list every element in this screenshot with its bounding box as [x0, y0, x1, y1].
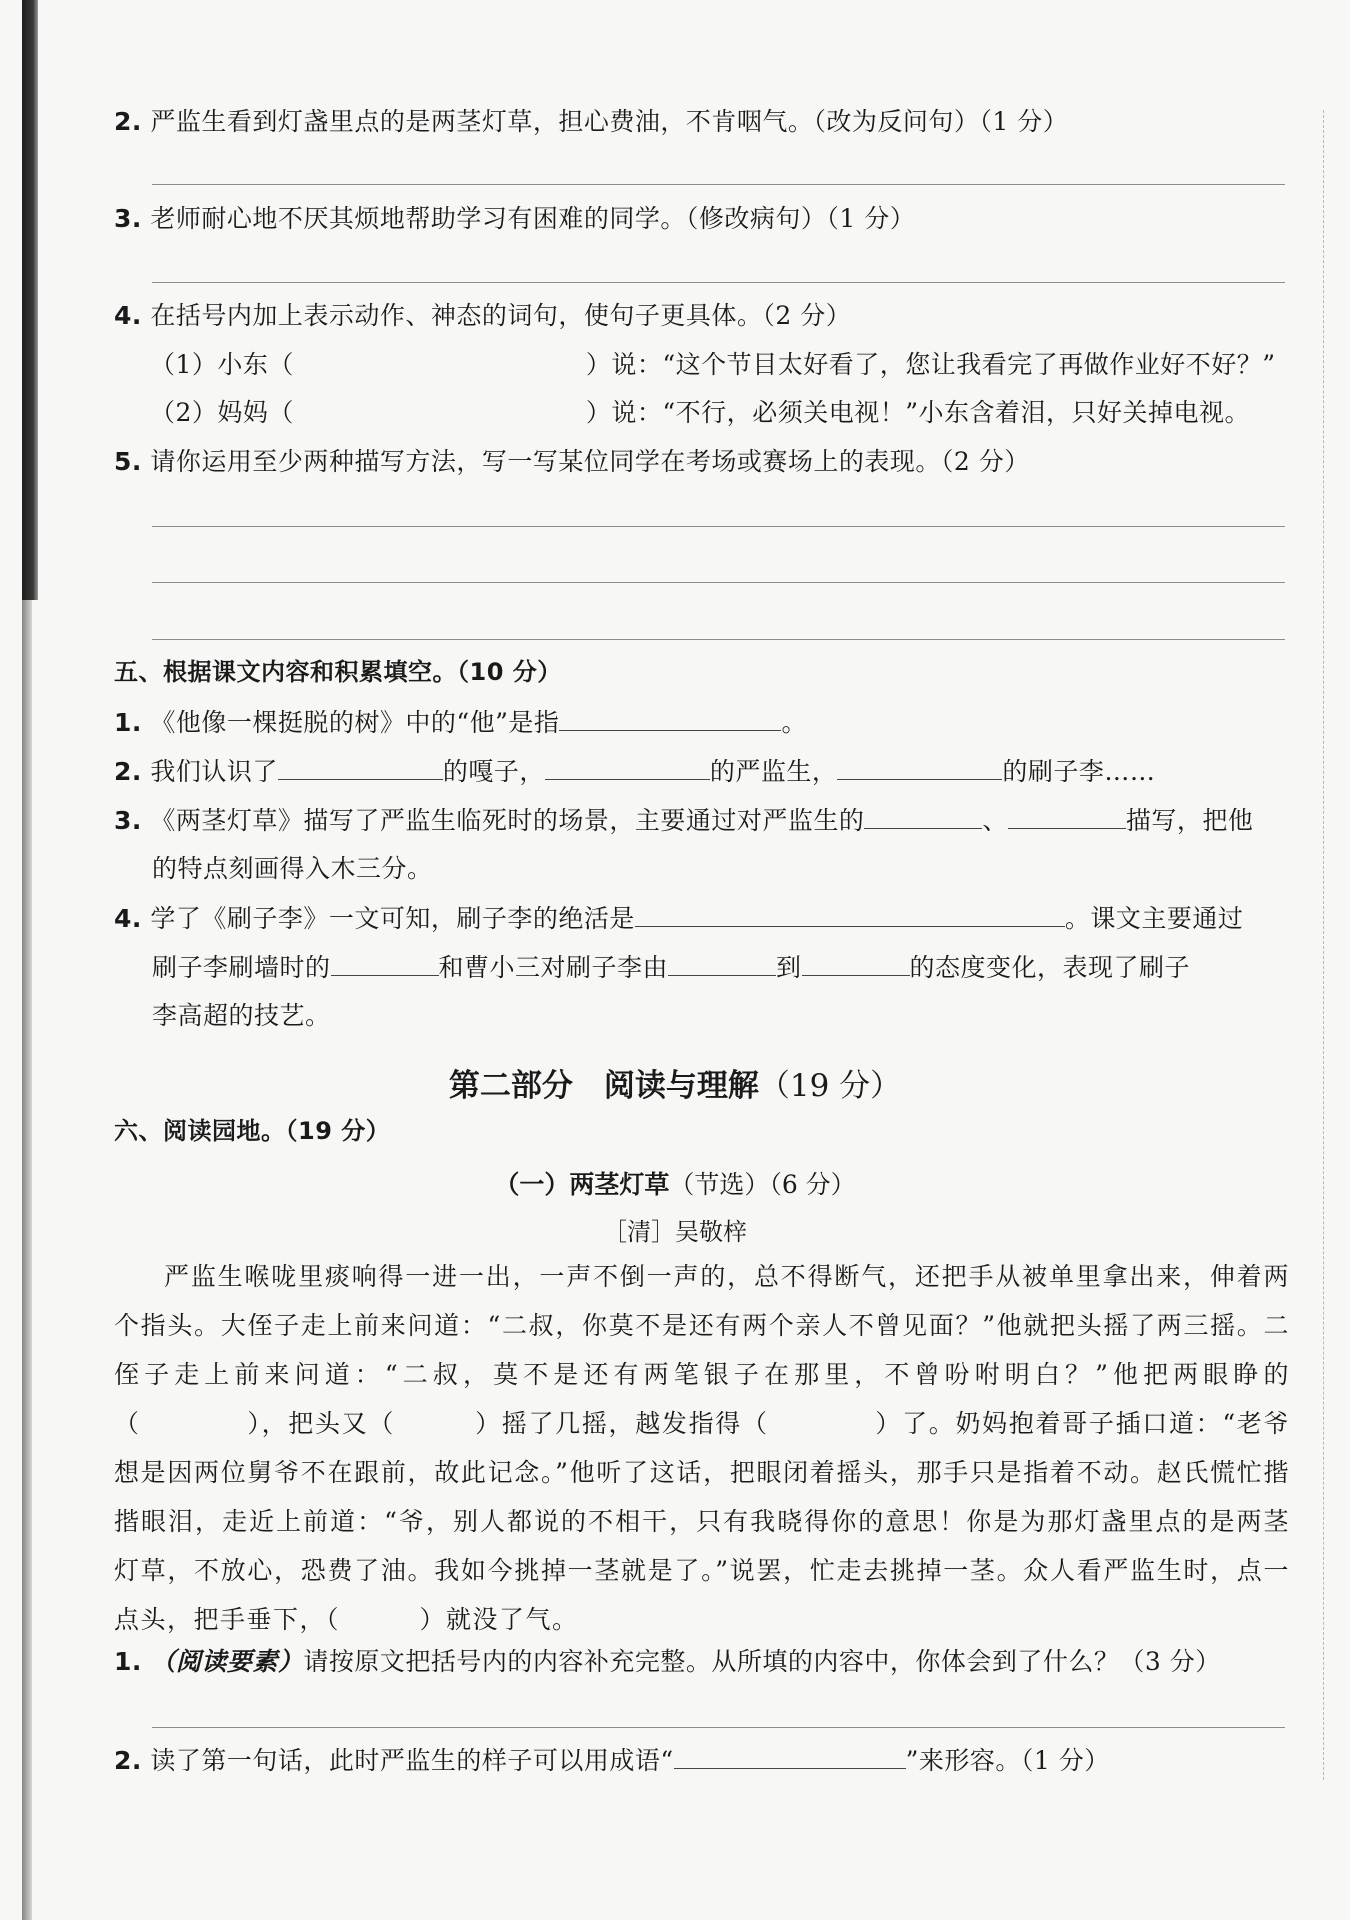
question-3-text: 老师耐心地不厌其烦地帮助学习有困难的同学。（修改病句）（1 分）: [150, 204, 916, 233]
binding-shadow: [22, 600, 32, 1920]
answer-line[interactable]: [152, 639, 1285, 640]
question-2-text: 严监生看到灯盏里点的是两茎灯草，担心费油，不肯咽气。（改为反问句）（1 分）: [150, 107, 1069, 136]
answer-line[interactable]: [152, 1727, 1285, 1728]
answer-line[interactable]: [152, 282, 1285, 283]
reading-tag: （阅读要素）: [150, 1647, 304, 1676]
answer-line[interactable]: [152, 582, 1285, 583]
question-2: 2. 严监生看到灯盏里点的是两茎灯草，担心费油，不肯咽气。（改为反问句）（1 分）: [114, 107, 1069, 136]
fill-blank[interactable]: [802, 951, 910, 976]
reading-question-2: 2. 读了第一句话，此时严监生的样子可以用成语“ ”来形容。（1 分）: [114, 1746, 1110, 1775]
fill-blank[interactable]: [1008, 804, 1126, 829]
passage-author: ［清］吴敬梓: [603, 1218, 747, 1246]
margin-cut-line: [1323, 110, 1324, 1780]
question-5: 5. 请你运用至少两种描写方法，写一写某位同学在考场或赛场上的表现。（2 分）: [114, 447, 1030, 476]
s5-question-4: 4. 学了《刷子李》一文可知，刷子李的绝活是 。课文主要通过: [114, 904, 1244, 933]
answer-line[interactable]: [152, 526, 1285, 527]
passage-title: （一）两茎灯草（节选）（6 分）: [494, 1170, 856, 1199]
question-5-text: 请你运用至少两种描写方法，写一写某位同学在考场或赛场上的表现。（2 分）: [150, 447, 1030, 476]
q4-sub-2: （2）妈妈（ ）说：“不行，必须关电视！”小东含着泪，只好关掉电视。: [150, 398, 1250, 427]
fill-blank[interactable]: [674, 1744, 906, 1769]
fill-blank[interactable]: [278, 755, 443, 780]
passage-text: 严监生喉咙里痰响得一进一出，一声不倒一声的，总不得断气，还把手从被单里拿出来，伸着两个指头。大侄子走上前来问道：“二叔，你莫不是还有两个亲人不曾见面？”他就把头摇了两三摇。二侄子走上前来问道：“二叔，莫不是还有两笔银子在那里，不曾吩咐明白？”他把两眼睁的（ ），把头又（ ）摇了几摇，越发指得（ ）了。奶妈抱着哥子插口道：“老爷想是因两位舅爷不在跟前，故此记念。”他听了这话，把眼闭着摇头，那手只是指着不动。赵氏慌忙揩揩眼泪，走近上前道：“爷，别人都说的不相干，只有我晓得你的意思！你是为那灯盏里点的是两茎灯草，不放心，恐费了油。我如今挑掉一茎就是了。”说罢，忙走去挑掉一茎。众人看严监生时，点一点头，把手垂下，（ ）就没了气。: [114, 1262, 1290, 1634]
fill-blank[interactable]: [545, 755, 710, 780]
s5-question-1: 1. 《他像一棵挺脱的树》中的“他”是指 。: [114, 708, 807, 737]
fill-blank[interactable]: [864, 804, 982, 829]
fill-blank[interactable]: [559, 706, 781, 731]
s5-question-4-cont: 刷子李刷墙时的 和曹小三对刷子李由 到 的态度变化，表现了刷子: [152, 953, 1191, 982]
reading-question-1: 1. （阅读要素）请按原文把括号内的内容补充完整。从所填的内容中，你体会到了什么？（3 分）: [114, 1647, 1221, 1676]
question-4: 4. 在括号内加上表示动作、神态的词句，使句子更具体。（2 分）: [114, 301, 852, 330]
question-4-text: 在括号内加上表示动作、神态的词句，使句子更具体。（2 分）: [150, 301, 852, 330]
fill-blank[interactable]: [331, 951, 439, 976]
s5-question-3: 3. 《两茎灯草》描写了严监生临死时的场景，主要通过对严监生的 、 描写，把他: [114, 806, 1254, 835]
s5-question-2: 2. 我们认识了 的嘎子， 的严监生， 的刷子李……: [114, 757, 1156, 786]
s5-question-4-cont2: 李高超的技艺。: [152, 1001, 331, 1030]
q4-sub-1: （1）小东（ ）说：“这个节目太好看了，您让我看完了再做作业好不好？”: [150, 350, 1276, 379]
part-2-title: 第二部分 阅读与理解（19 分）: [448, 1068, 902, 1104]
fill-blank[interactable]: [837, 755, 1002, 780]
answer-line[interactable]: [152, 184, 1285, 185]
question-3: 3. 老师耐心地不厌其烦地帮助学习有困难的同学。（修改病句）（1 分）: [114, 204, 916, 233]
binding-edge: [22, 0, 38, 600]
fill-blank[interactable]: [668, 951, 776, 976]
fill-blank[interactable]: [635, 902, 1065, 927]
section-6-heading: 六、阅读园地。（19 分）: [114, 1117, 391, 1145]
section-5-heading: 五、根据课文内容和积累填空。（10 分）: [114, 658, 562, 686]
s5-question-3-cont: 的特点刻画得入木三分。: [152, 854, 433, 883]
